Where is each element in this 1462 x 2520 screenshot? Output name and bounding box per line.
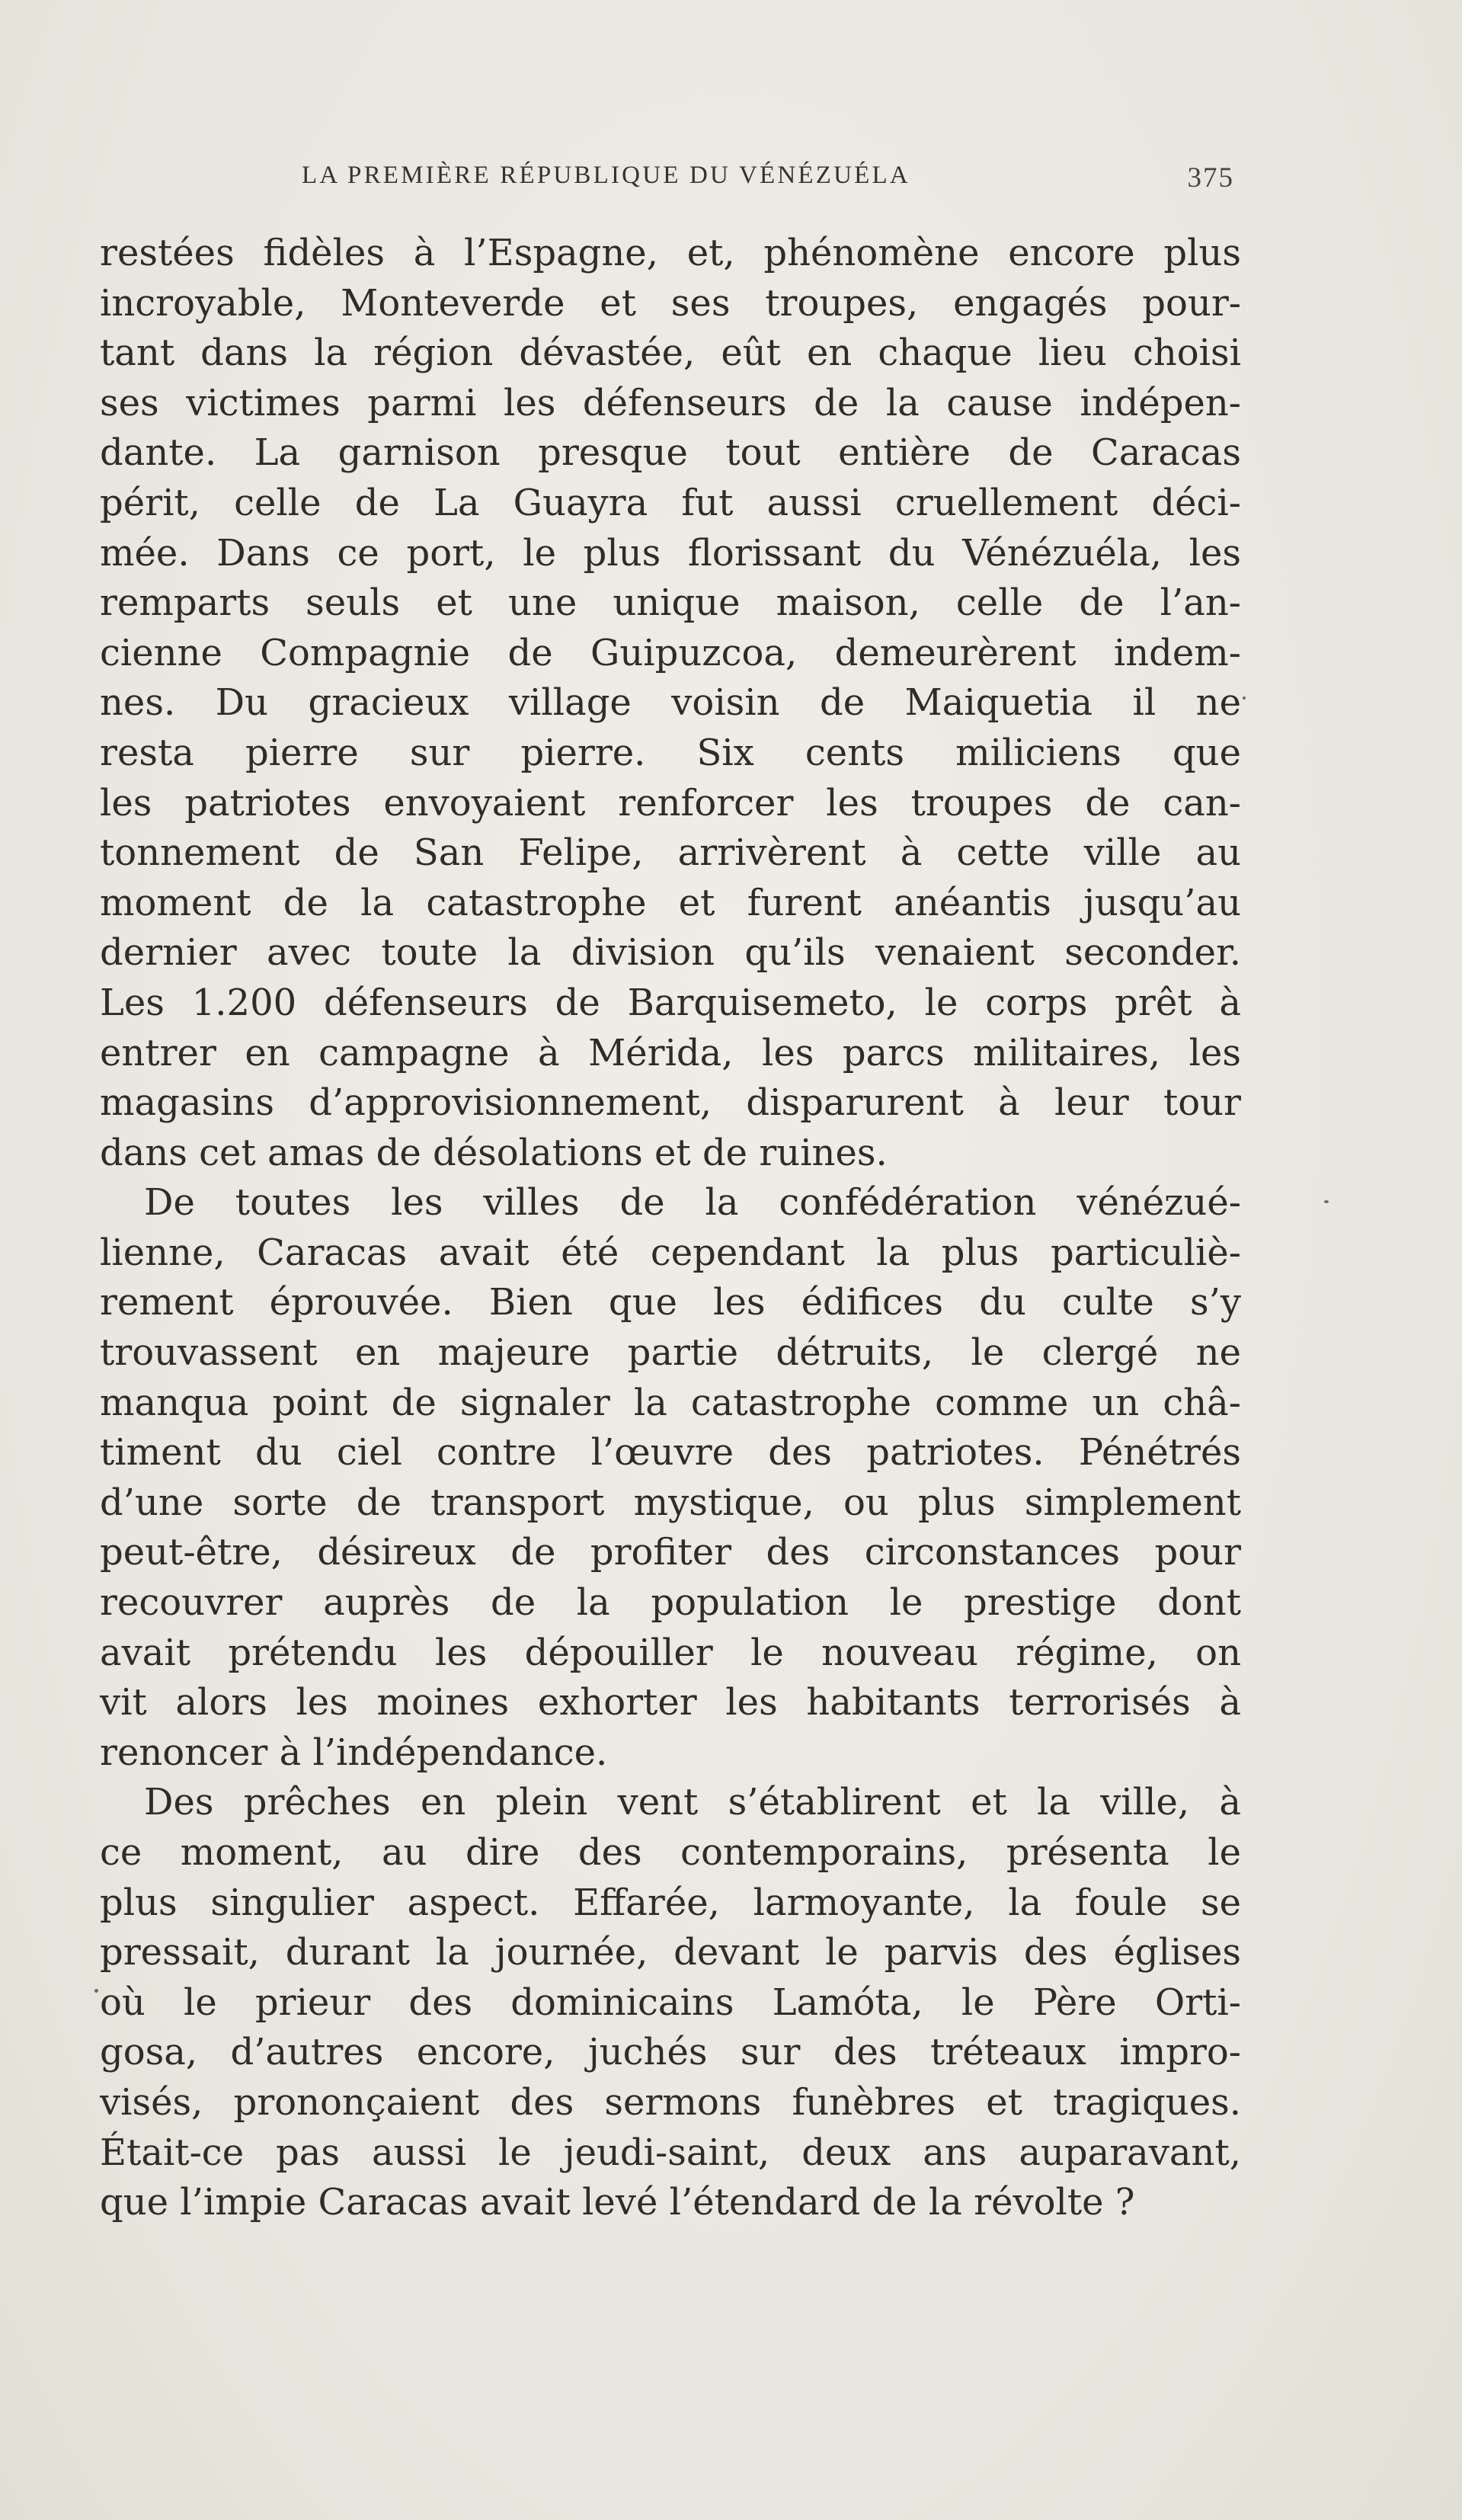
running-head xyxy=(302,162,1254,200)
text-line: ce moment, au dire des contemporains, présenta le xyxy=(100,1831,1241,1874)
text-line: périt, celle de La Guayra fut aussi cruellement déci- xyxy=(100,481,1241,524)
page-number: 375 xyxy=(1187,162,1234,194)
text-line: rement éprouvée. Bien que les édifices du culte s’y xyxy=(100,1281,1241,1324)
text-line: que l’impie Caracas avait levé l’étendard de la révolte ? xyxy=(100,2181,1135,2224)
text-line: entrer en campagne à Mérida, les parcs militaires, les xyxy=(100,1031,1241,1074)
text-line: visés, prononçaient des sermons funèbres et tragiques. xyxy=(100,2080,1241,2124)
running-title: LA PREMIÈRE RÉPUBLIQUE DU VÉNÉZUÉLA xyxy=(302,162,910,189)
text-line: De toutes les villes de la confédération vénézué- xyxy=(144,1181,1241,1225)
text-line: Était-ce pas aussi le jeudi-saint, deux ans auparavant, xyxy=(100,2131,1241,2174)
paragraph xyxy=(100,1778,1241,2227)
text-line: tonnement de San Felipe, arrivèrent à cette ville au xyxy=(100,831,1241,875)
text-line: avait prétendu les dépouiller le nouveau régime, on xyxy=(100,1631,1241,1674)
text-line: vit alors les moines exhorter les habitants terrorisés à xyxy=(100,1681,1241,1724)
text-line: gosa, d’autres encore, juchés sur des tréteaux impro- xyxy=(100,2031,1241,2074)
text-line: cienne Compagnie de Guipuzcoa, demeurèrent indem- xyxy=(100,631,1241,674)
paper-speck xyxy=(1243,696,1246,700)
text-line: resta pierre sur pierre. Six cents miliciens que xyxy=(100,731,1241,774)
text-line: où le prieur des dominicains Lamóta, le Père Orti- xyxy=(100,1980,1241,2024)
text-line: mée. Dans ce port, le plus florissant du Vénézuéla, les xyxy=(100,531,1241,575)
text-line: nes. Du gracieux village voisin de Maiquetia il ne xyxy=(100,681,1241,725)
text-line: peut-être, désireux de profiter des circonstances pour xyxy=(100,1531,1241,1574)
paragraph xyxy=(100,229,1241,1178)
text-line: lienne, Caracas avait été cependant la plus particuliè- xyxy=(100,1231,1241,1274)
text-line: plus singulier aspect. Effarée, larmoyante, la foule se xyxy=(100,1881,1241,1924)
text-line: restées fidèles à l’Espagne, et, phénomène encore plus xyxy=(100,232,1241,274)
body-text xyxy=(100,229,1241,2228)
text-line: pressait, durant la journée, devant le parvis des églises xyxy=(100,1931,1241,1974)
text-line: d’une sorte de transport mystique, ou plus simplement xyxy=(100,1481,1241,1524)
paper-speck xyxy=(94,1989,98,1993)
text-line: les patriotes envoyaient renforcer les troupes de can- xyxy=(100,781,1241,825)
text-line: dernier avec toute la division qu’ils venaient seconder. xyxy=(100,931,1241,975)
text-line: Des prêches en plein vent s’établirent et la ville, à xyxy=(144,1781,1241,1824)
text-line: incroyable, Monteverde et ses troupes, engagés pour- xyxy=(100,281,1241,325)
text-line: tant dans la région dévastée, eût en chaque lieu choisi xyxy=(100,331,1241,375)
paragraph xyxy=(100,1178,1241,1778)
text-line: remparts seuls et une unique maison, celle de l’an- xyxy=(100,581,1241,625)
text-line: manqua point de signaler la catastrophe comme un châ- xyxy=(100,1381,1241,1424)
text-line: ses victimes parmi les défenseurs de la cause indépen- xyxy=(100,381,1241,424)
text-line: magasins d’approvisionnement, disparurent à leur tour xyxy=(100,1081,1241,1125)
text-line: dans cet amas de désolations et de ruines. xyxy=(100,1131,888,1174)
text-line: Les 1.200 défenseurs de Barquisemeto, le corps prêt à xyxy=(100,981,1241,1024)
paper-speck xyxy=(1324,1200,1329,1203)
text-line: moment de la catastrophe et furent anéantis jusqu’au xyxy=(100,881,1241,924)
text-line: recouvrer auprès de la population le prestige dont xyxy=(100,1581,1241,1625)
text-line: trouvassent en majeure partie détruits, le clergé ne xyxy=(100,1331,1241,1375)
text-line: timent du ciel contre l’œuvre des patriotes. Pénétrés xyxy=(100,1431,1241,1475)
text-line: renoncer à l’indépendance. xyxy=(100,1731,608,1774)
text-line: dante. La garnison presque tout entière de Caracas xyxy=(100,431,1241,475)
